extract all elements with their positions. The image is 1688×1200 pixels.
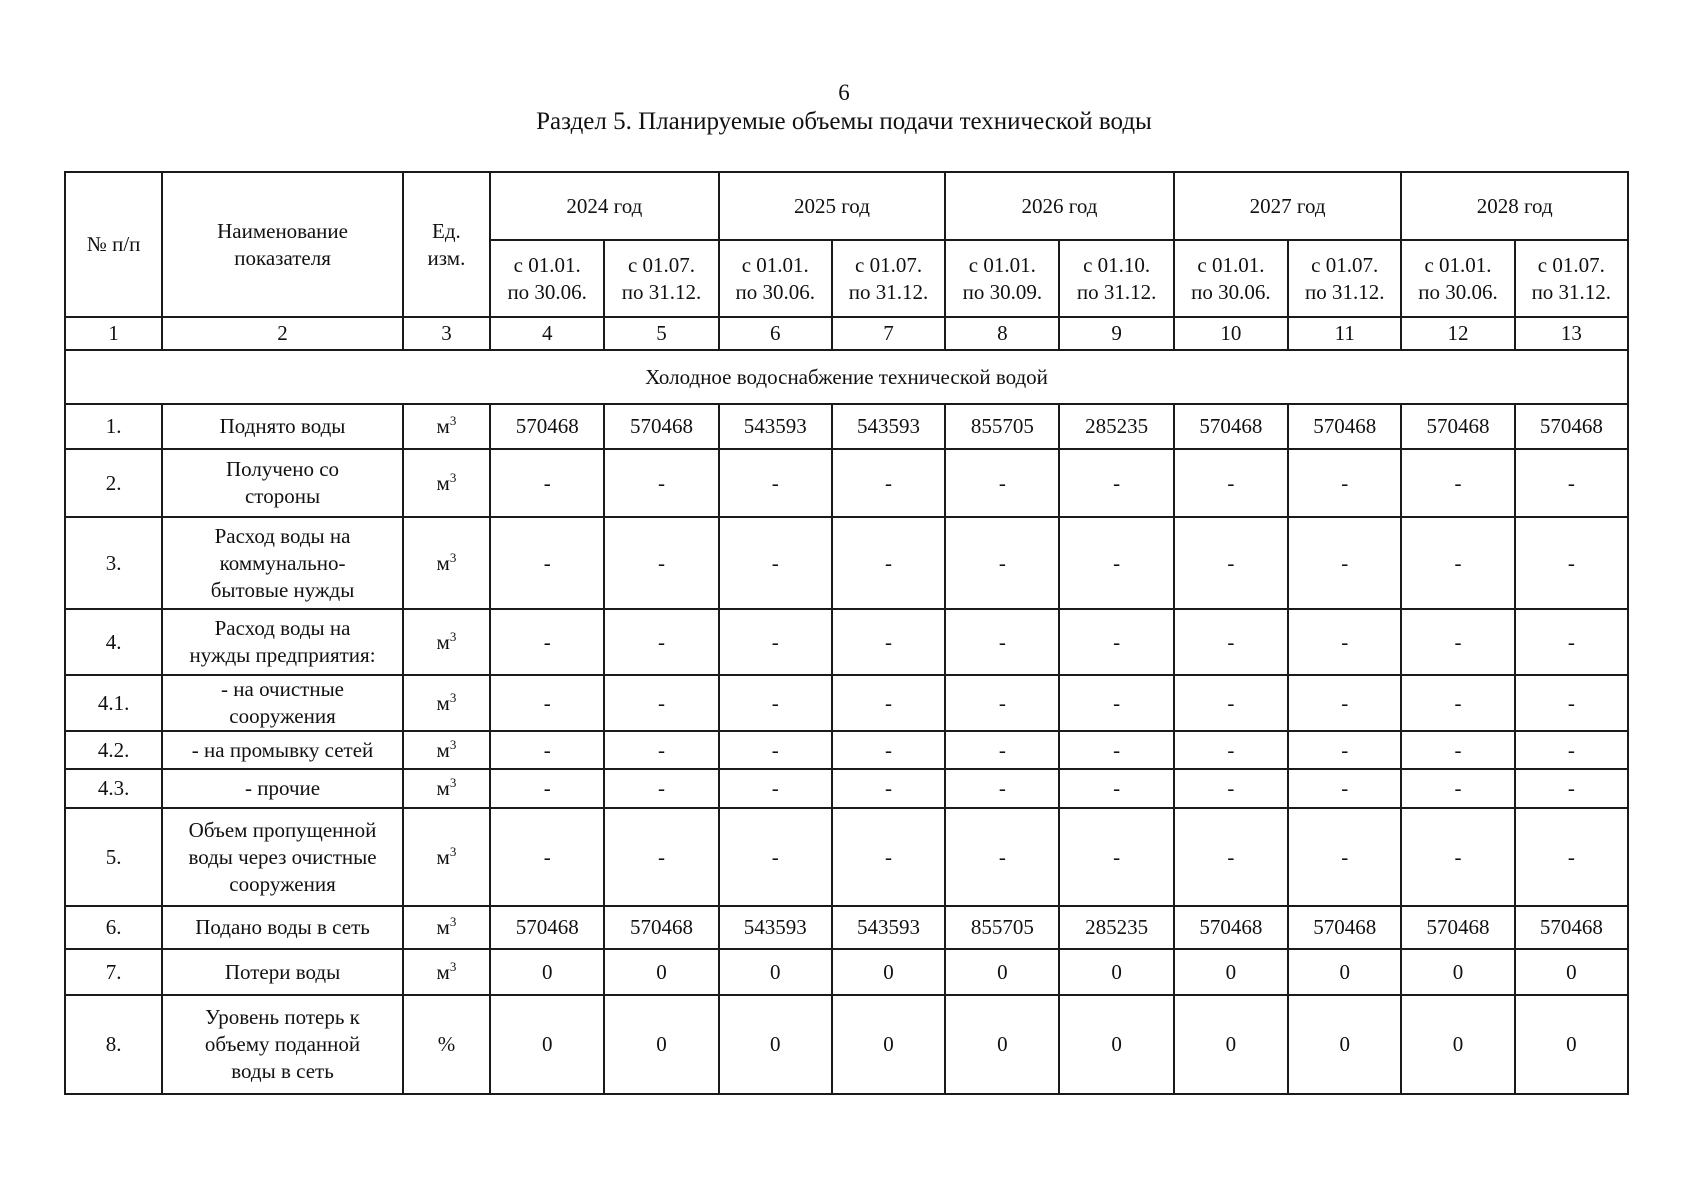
value-cell: - — [604, 769, 718, 808]
text-line: с 01.01. — [1197, 252, 1265, 277]
column-number: 10 — [1174, 317, 1288, 350]
value-cell: 0 — [945, 995, 1059, 1094]
text-line: сооружения — [229, 704, 336, 728]
table-row — [65, 769, 1628, 808]
header-num: № п/п — [65, 172, 162, 317]
value-cell: - — [1288, 808, 1401, 906]
text-line: с 01.01. — [1424, 252, 1492, 277]
value-cell: 0 — [490, 995, 604, 1094]
column-number: 3 — [403, 317, 490, 350]
row-unit — [403, 609, 490, 675]
value-cell: - — [1401, 517, 1514, 609]
value-cell: - — [490, 449, 604, 517]
value-cell: - — [1174, 675, 1288, 731]
value-cell: 0 — [719, 949, 832, 995]
unit-text: м — [436, 550, 450, 575]
value-cell: 570468 — [604, 906, 718, 949]
value-cell: 0 — [604, 949, 718, 995]
column-number: 11 — [1288, 317, 1401, 350]
text-line: сооружения — [229, 871, 336, 896]
value-cell: - — [1288, 769, 1401, 808]
row-unit — [403, 995, 490, 1094]
header-year: 2027 год — [1174, 172, 1402, 240]
row-number: 4.2. — [65, 731, 162, 769]
value-cell: - — [1515, 449, 1628, 517]
value-cell: - — [1059, 769, 1173, 808]
row-unit — [403, 517, 490, 609]
unit-superscript: 3 — [449, 914, 457, 929]
value-cell: 543593 — [832, 906, 945, 949]
value-cell: 543593 — [832, 404, 945, 449]
value-cell: 0 — [1059, 949, 1173, 995]
value-cell: 570468 — [1288, 404, 1401, 449]
row-unit — [403, 949, 490, 995]
value-cell: - — [604, 731, 718, 769]
text-line: с 01.01. — [741, 252, 809, 277]
value-cell: - — [1288, 449, 1401, 517]
text-line: с 01.07. — [627, 252, 696, 277]
value-cell: - — [490, 808, 604, 906]
value-cell: 855705 — [945, 404, 1059, 449]
header-year: 2024 год — [490, 172, 719, 240]
value-cell: 0 — [832, 949, 945, 995]
section-title: Раздел 5. Планируемые объемы подачи технической воды — [536, 108, 1152, 135]
column-number: 2 — [162, 317, 403, 350]
column-number: 5 — [604, 317, 718, 350]
value-cell: - — [490, 675, 604, 731]
value-cell: - — [719, 731, 832, 769]
value-cell: - — [604, 808, 718, 906]
value-cell: - — [1515, 808, 1628, 906]
column-number: 13 — [1515, 317, 1628, 350]
planned-volumes-table — [64, 171, 1629, 1095]
value-cell: - — [945, 517, 1059, 609]
value-cell: - — [1059, 609, 1173, 675]
table-row — [65, 949, 1628, 995]
value-cell: 570468 — [1401, 404, 1514, 449]
value-cell: 543593 — [719, 404, 832, 449]
column-number: 8 — [945, 317, 1059, 350]
value-cell: 543593 — [719, 906, 832, 949]
value-cell: 0 — [1515, 949, 1628, 995]
value-cell: - — [1401, 609, 1514, 675]
value-cell: - — [1401, 449, 1514, 517]
unit-text: м — [436, 844, 450, 869]
value-cell: - — [719, 609, 832, 675]
value-cell: - — [832, 449, 945, 517]
value-cell: 570468 — [1174, 906, 1288, 949]
row-number: 4.3. — [65, 769, 162, 808]
value-cell: 0 — [1515, 995, 1628, 1094]
row-unit — [403, 808, 490, 906]
unit-superscript: 3 — [449, 413, 457, 428]
value-cell: - — [490, 769, 604, 808]
header-year: 2025 год — [719, 172, 946, 240]
row-name — [162, 949, 403, 995]
text-line: с 01.01. — [513, 252, 581, 277]
table-row — [65, 906, 1628, 949]
row-number: 4.1. — [65, 675, 162, 731]
value-cell: - — [832, 731, 945, 769]
value-cell: - — [1288, 517, 1401, 609]
value-cell: - — [1174, 731, 1288, 769]
text-line: Расход воды на — [214, 616, 351, 640]
value-cell: 0 — [1174, 995, 1288, 1094]
value-cell: 570468 — [604, 404, 718, 449]
row-unit — [403, 449, 490, 517]
text-line: по 30.09. — [962, 279, 1043, 304]
row-name — [162, 731, 403, 769]
unit-text: м — [436, 915, 450, 939]
value-cell: - — [604, 609, 718, 675]
text-line: стороны — [244, 484, 321, 508]
value-cell: - — [1515, 675, 1628, 731]
value-cell: 0 — [1401, 995, 1514, 1094]
text-line: - на промывку сетей — [191, 737, 374, 762]
value-cell: - — [832, 769, 945, 808]
value-cell: 285235 — [1059, 906, 1173, 949]
value-cell: - — [945, 731, 1059, 769]
text-line: воды через очистные — [188, 844, 377, 869]
value-cell: - — [1515, 769, 1628, 808]
value-cell: 0 — [1288, 949, 1401, 995]
text-line: бытовые нужды — [210, 577, 355, 602]
value-cell: 0 — [1401, 949, 1514, 995]
row-number: 4. — [65, 609, 162, 675]
value-cell: - — [945, 769, 1059, 808]
header-row-years — [65, 172, 1628, 240]
text-line: по 31.12. — [848, 279, 929, 304]
table-row — [65, 517, 1628, 609]
value-cell: - — [1174, 769, 1288, 808]
row-number: 5. — [65, 808, 162, 906]
value-cell: - — [604, 675, 718, 731]
value-cell: - — [1515, 609, 1628, 675]
header-year: 2026 год — [945, 172, 1174, 240]
column-number: 4 — [490, 317, 604, 350]
row-name — [162, 404, 403, 449]
header-period — [1174, 240, 1288, 317]
unit-superscript: 3 — [449, 469, 457, 485]
text-line: воды в сеть — [231, 1059, 334, 1083]
header-period — [945, 240, 1059, 317]
value-cell: - — [945, 609, 1059, 675]
value-cell: 0 — [604, 995, 718, 1094]
value-cell: 570468 — [1515, 404, 1628, 449]
header-period — [490, 240, 604, 317]
text-line: с 01.01. — [968, 252, 1036, 277]
text-line: нужды предприятия: — [189, 643, 376, 667]
value-cell: 570468 — [1401, 906, 1514, 949]
header-period — [1515, 240, 1628, 317]
text-line: Поднято воды — [219, 414, 346, 438]
row-number: 3. — [65, 517, 162, 609]
value-cell: - — [832, 675, 945, 731]
table-row — [65, 995, 1628, 1094]
value-cell: - — [490, 731, 604, 769]
unit-superscript: 3 — [449, 689, 457, 705]
value-cell: 285235 — [1059, 404, 1173, 449]
row-name — [162, 906, 403, 949]
row-name — [162, 769, 403, 808]
value-cell: - — [1059, 675, 1173, 731]
section-heading-row — [65, 350, 1628, 404]
text-line: по 30.06. — [1191, 279, 1271, 304]
value-cell: - — [1401, 731, 1514, 769]
text-line: с 01.07. — [855, 252, 923, 277]
header-period — [832, 240, 945, 317]
value-cell: - — [1059, 449, 1173, 517]
row-number: 1. — [65, 404, 162, 449]
unit-text: % — [437, 1032, 456, 1056]
value-cell: - — [719, 769, 832, 808]
header-period — [719, 240, 832, 317]
value-cell: - — [719, 517, 832, 609]
value-cell: 570468 — [490, 906, 604, 949]
header-name — [162, 172, 403, 317]
text-line: объему поданной — [204, 1032, 361, 1056]
table-row — [65, 404, 1628, 449]
value-cell: - — [1401, 675, 1514, 731]
row-number: 7. — [65, 949, 162, 995]
value-cell: 0 — [1288, 995, 1401, 1094]
value-cell: - — [1515, 517, 1628, 609]
value-cell: - — [1174, 609, 1288, 675]
value-cell: - — [1174, 449, 1288, 517]
value-cell: - — [719, 675, 832, 731]
page-number: 6 — [838, 80, 850, 105]
row-name — [162, 808, 403, 906]
value-cell: - — [604, 449, 718, 517]
column-number: 7 — [832, 317, 945, 350]
unit-text: м — [436, 690, 450, 715]
column-number: 6 — [719, 317, 832, 350]
unit-text: м — [436, 414, 450, 438]
header-period — [1401, 240, 1514, 317]
unit-text: м — [436, 776, 450, 800]
value-cell: - — [490, 517, 604, 609]
unit-superscript: 3 — [449, 628, 457, 644]
unit-superscript: 3 — [449, 736, 457, 752]
unit-text: м — [436, 470, 450, 495]
text-line: по 30.06. — [1418, 279, 1498, 304]
value-cell: - — [719, 449, 832, 517]
unit-text: м — [436, 737, 450, 762]
header-period — [604, 240, 718, 317]
row-name — [162, 675, 403, 731]
value-cell: - — [945, 808, 1059, 906]
section-heading: Холодное водоснабжение технической водой — [65, 350, 1628, 404]
text-line: по 31.12. — [1076, 279, 1157, 304]
header-unit: Ед. изм. — [403, 172, 490, 317]
text-line: по 31.12. — [1531, 279, 1612, 304]
value-cell: 0 — [1059, 995, 1173, 1094]
value-cell: - — [1401, 769, 1514, 808]
text-line: с 01.10. — [1083, 252, 1151, 277]
value-cell: - — [1515, 731, 1628, 769]
value-cell: - — [945, 449, 1059, 517]
value-cell: - — [490, 609, 604, 675]
table-row — [65, 449, 1628, 517]
column-number: 9 — [1059, 317, 1173, 350]
row-number: 8. — [65, 995, 162, 1094]
row-number: 2. — [65, 449, 162, 517]
header-period — [1059, 240, 1173, 317]
value-cell: - — [1059, 808, 1173, 906]
text-line: - прочие — [245, 776, 321, 800]
text-line: с 01.07. — [1311, 252, 1379, 277]
text-line: с 01.07. — [1537, 252, 1605, 277]
table-row — [65, 731, 1628, 769]
value-cell: 0 — [1174, 949, 1288, 995]
row-unit — [403, 731, 490, 769]
value-cell: - — [1174, 517, 1288, 609]
text-line: коммунально- — [219, 550, 346, 575]
row-name — [162, 609, 403, 675]
value-cell: - — [1059, 731, 1173, 769]
value-cell: 570468 — [1174, 404, 1288, 449]
header-name-text: Наименование показателя — [217, 218, 348, 270]
text-line: Подано воды в сеть — [195, 915, 370, 939]
unit-superscript: 3 — [449, 775, 457, 790]
value-cell: - — [832, 609, 945, 675]
value-cell: - — [719, 808, 832, 906]
value-cell: - — [1174, 808, 1288, 906]
text-line: Уровень потерь к — [205, 1005, 360, 1029]
row-unit — [403, 769, 490, 808]
value-cell: 855705 — [945, 906, 1059, 949]
text-line: по 31.12. — [621, 279, 702, 304]
header-row-column-numbers — [65, 317, 1628, 350]
unit-superscript: 3 — [449, 843, 457, 859]
header-period — [1288, 240, 1401, 317]
value-cell: - — [1288, 609, 1401, 675]
unit-text: м — [436, 959, 450, 984]
value-cell: - — [1401, 808, 1514, 906]
unit-text: м — [436, 629, 450, 654]
value-cell: - — [1288, 675, 1401, 731]
row-name — [162, 517, 403, 609]
value-cell: 570468 — [490, 404, 604, 449]
text-line: по 31.12. — [1304, 279, 1385, 304]
value-cell: 0 — [945, 949, 1059, 995]
header-year: 2028 год — [1401, 172, 1628, 240]
text-line: Получено со — [226, 457, 340, 481]
value-cell: - — [945, 675, 1059, 731]
table-row — [65, 609, 1628, 675]
row-name — [162, 995, 403, 1094]
value-cell: 570468 — [1515, 906, 1628, 949]
value-cell: - — [832, 808, 945, 906]
text-line: Расход воды на — [214, 523, 351, 548]
row-unit — [403, 906, 490, 949]
row-unit — [403, 675, 490, 731]
value-cell: 0 — [832, 995, 945, 1094]
value-cell: - — [832, 517, 945, 609]
table-row — [65, 808, 1628, 906]
text-line: - на очистные — [221, 677, 345, 701]
row-number: 6. — [65, 906, 162, 949]
value-cell: 570468 — [1288, 906, 1401, 949]
value-cell: 0 — [719, 995, 832, 1094]
column-number: 1 — [65, 317, 162, 350]
column-number: 12 — [1401, 317, 1514, 350]
value-cell: 0 — [490, 949, 604, 995]
text-line: по 30.06. — [735, 279, 816, 304]
unit-superscript: 3 — [449, 549, 457, 565]
unit-superscript: 3 — [449, 958, 457, 974]
row-unit — [403, 404, 490, 449]
value-cell: - — [1288, 731, 1401, 769]
value-cell: - — [1059, 517, 1173, 609]
text-line: по 30.06. — [507, 279, 587, 304]
value-cell: - — [604, 517, 718, 609]
text-line: Потери воды — [224, 959, 341, 984]
text-line: Объем пропущенной — [188, 817, 377, 842]
table-row — [65, 675, 1628, 731]
row-name — [162, 449, 403, 517]
